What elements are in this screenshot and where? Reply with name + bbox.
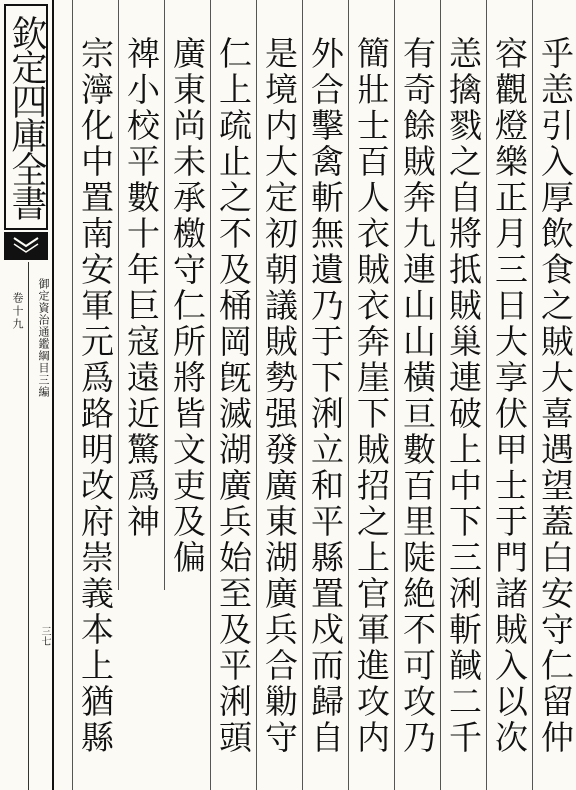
text-column: 容觀燈樂正月三日大享伏甲士于門諸賊入以次 bbox=[486, 0, 532, 790]
page-number: 三七 bbox=[39, 626, 50, 646]
book-name: 御定資治通鑑綱目三編 bbox=[37, 278, 50, 398]
text-column: 外合擊禽斬無遺乃于下浰立和平縣置戍而歸自 bbox=[302, 0, 348, 790]
volume-number: 卷十九 bbox=[11, 292, 24, 331]
text-column: 廣東尚未承檄守仁所將皆文吏及偏 bbox=[164, 0, 210, 590]
text-column: 乎恙引入厚飲食之賊大喜遇望蓋白安守仁留仲 bbox=[532, 0, 576, 790]
text-column: 仁上疏止之不及桶岡旣滅湖廣兵始至及平浰頭 bbox=[210, 0, 256, 790]
text-column: 是境内大定初朝議賊勢强發廣東湖廣兵合勦守 bbox=[256, 0, 302, 790]
text-column: 宗濘化中置南安軍元爲路明改府崇義本上猶縣 bbox=[72, 0, 118, 790]
header-divider bbox=[28, 262, 29, 790]
fishtail-ornament-icon bbox=[8, 236, 44, 256]
text-column: 有奇餘賊奔九連山山橫亘數百里陡絶不可攻乃 bbox=[394, 0, 440, 790]
collection-title: 欽定四庫全書 bbox=[4, 4, 48, 230]
page-header-strip bbox=[0, 0, 52, 790]
text-block bbox=[52, 0, 576, 790]
text-column: 簡壯士百人衣賊衣奔崖下賊招之上官軍進攻内 bbox=[348, 0, 394, 790]
text-column: 禆小校平數十年巨寇遠近驚爲神 bbox=[118, 0, 164, 590]
text-column: 恙擒戮之自將抵賊巢連破上中下三浰斬馘二千 bbox=[440, 0, 486, 790]
